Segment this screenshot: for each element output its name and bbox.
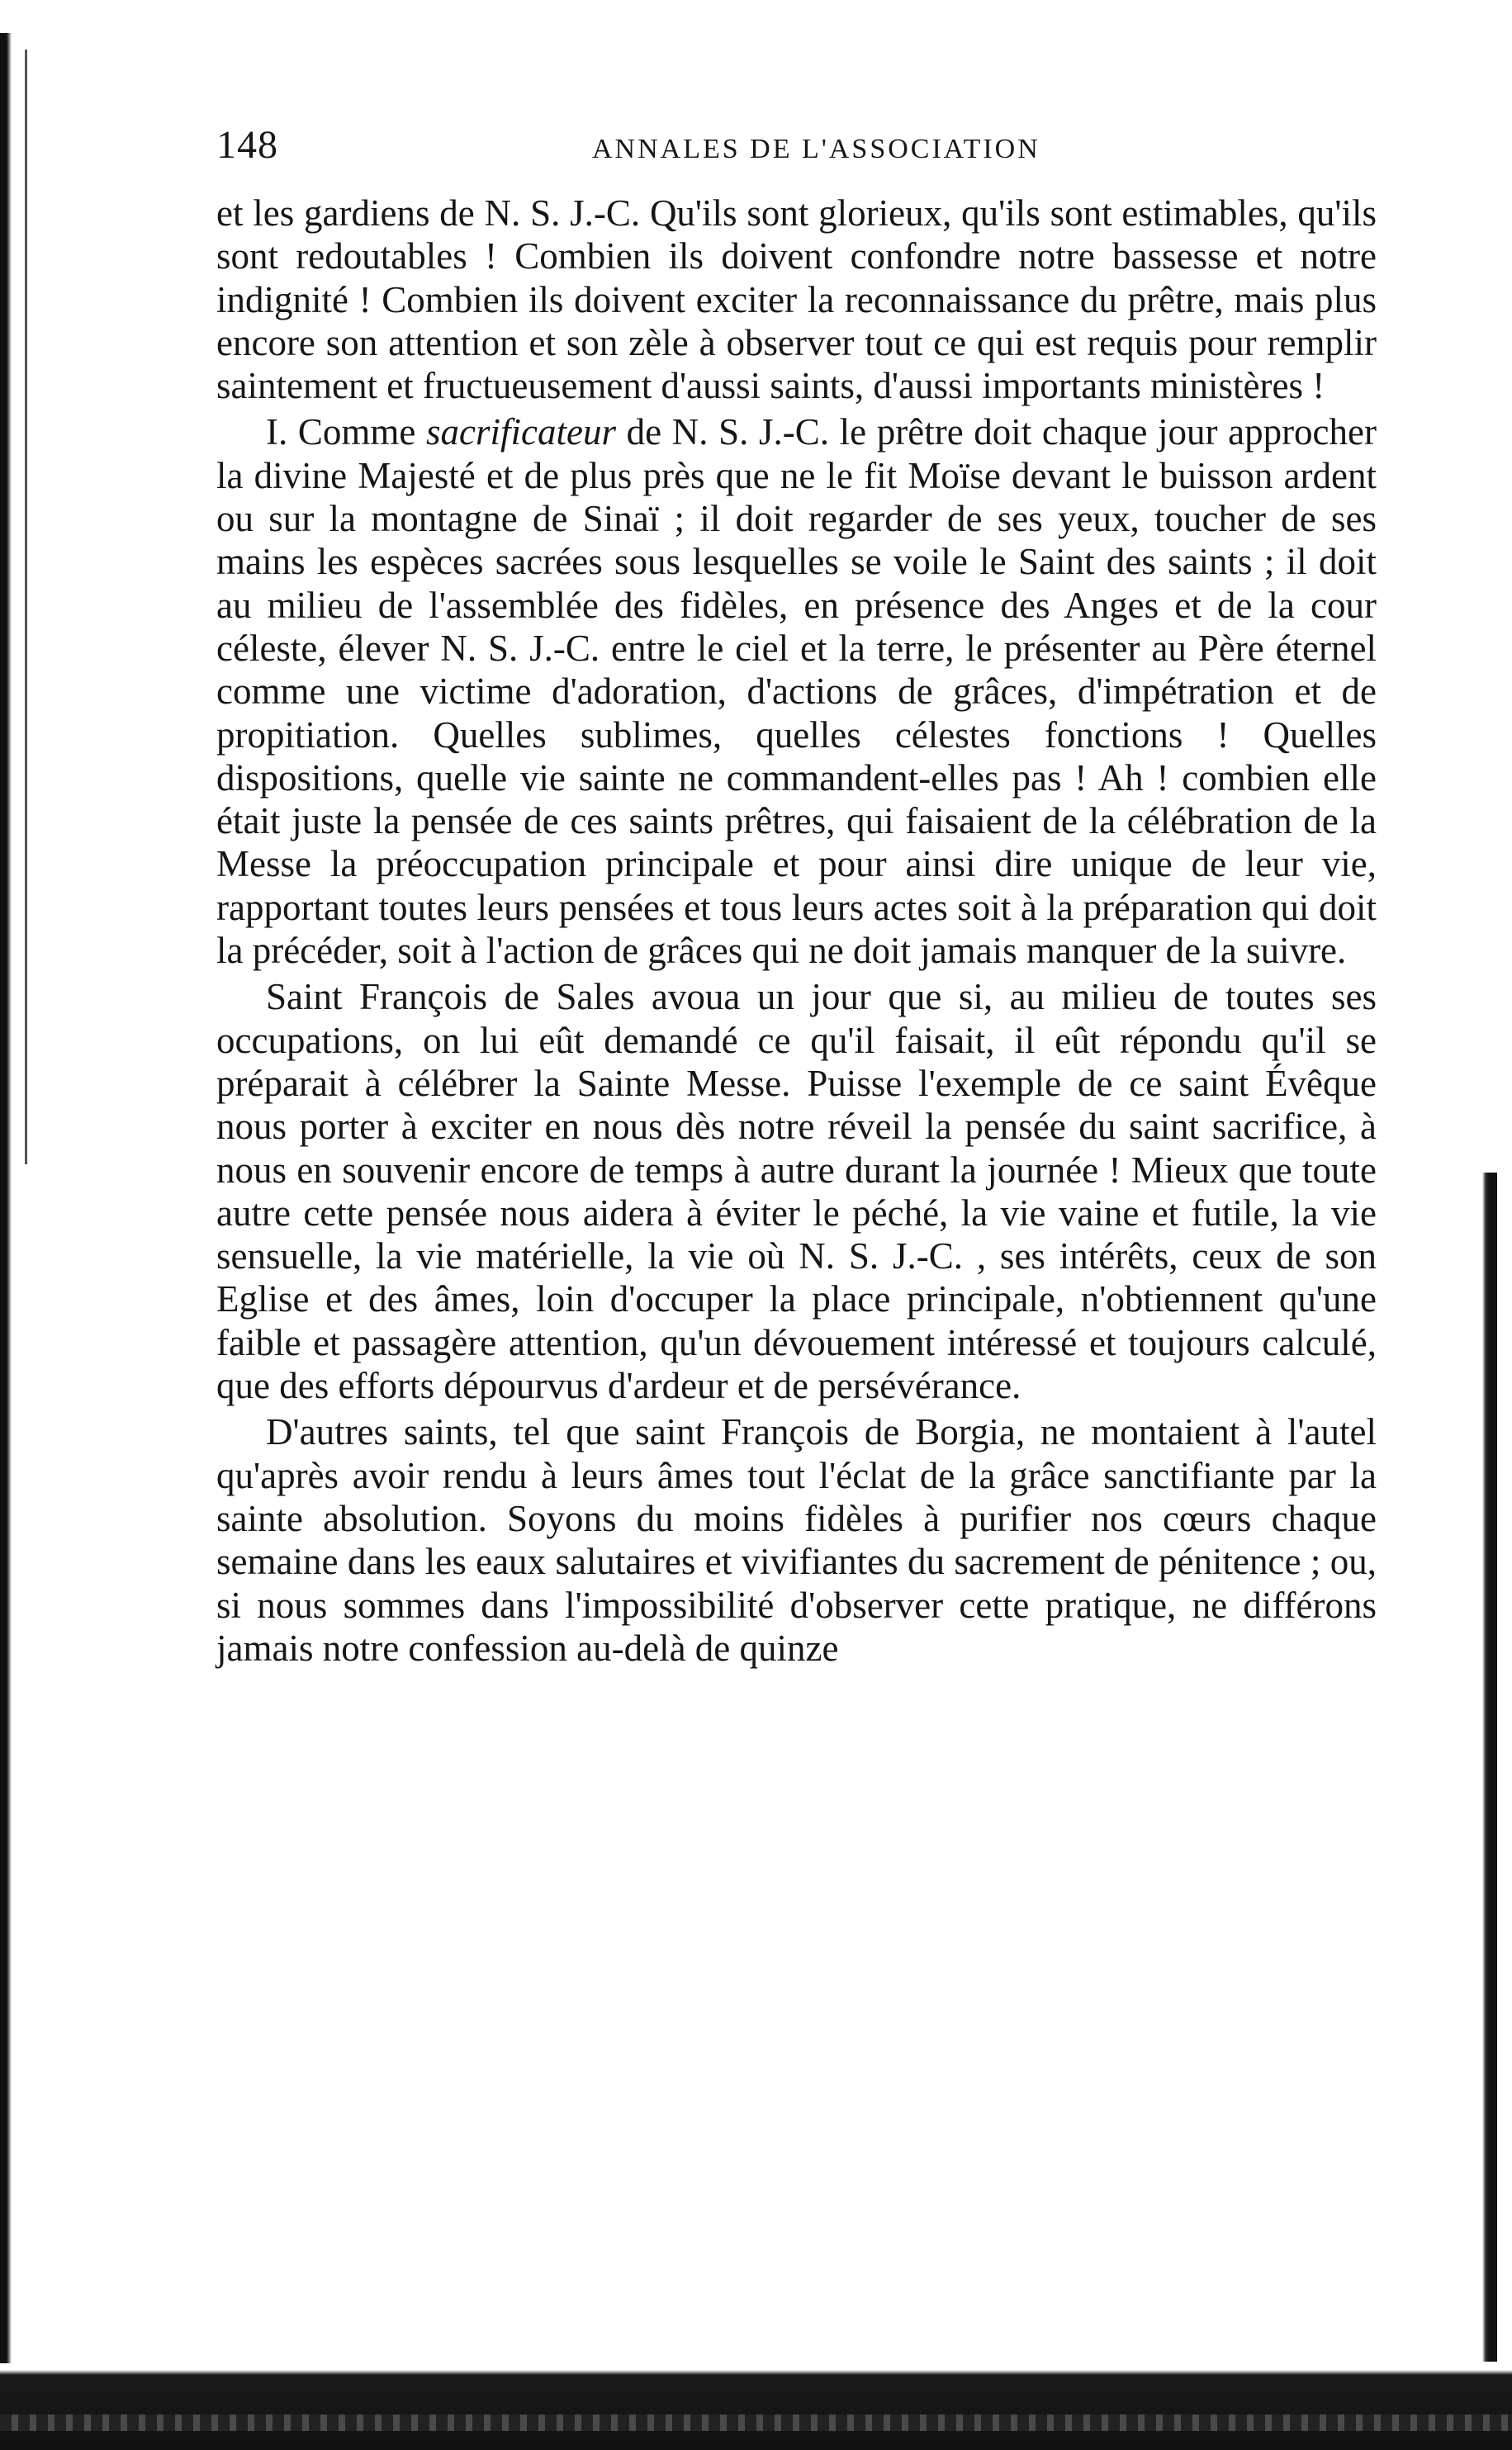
scan-strip-texture <box>0 2414 1512 2431</box>
binding-line-left <box>25 50 27 1164</box>
paragraph-lead: I. Comme <box>266 411 426 453</box>
running-head: ANNALES DE L'ASSOCIATION <box>592 134 1040 164</box>
scan-strip-bottom <box>0 2363 1512 2450</box>
paragraph-francois-de-sales: Saint François de Sales avoua un jour que si, au milieu de toutes ses occupations, on lui eût demandé ce qu'il faisait, il eût répondu qu'il se préparait à célébrer la Sainte Messe. Puisse l'exemple de ce saint Évêque nous porter à exciter en nous dès notre réveil la pensée du saint sacrifice, à nous en souvenir encore de temps à autre durant la journée ! Mieux que toute autre cette pensée nous aidera à éviter le péché, la vie vaine et futile, la vie sensuelle, la vie matérielle, la vie où N. S. J.-C. , ses intérêts, ceux de son Eglise et des âmes, loin d'occuper la place principale, n'obtiennent qu'une faible et passagère attention, qu'un dévouement intéressé et toujours calculé, que des efforts dépourvus d'ardeur et de persévérance. <box>216 976 1377 1407</box>
margin-bar-right <box>1482 1173 1497 2362</box>
page-header <box>216 122 1377 180</box>
binding-shadow-left <box>0 33 12 2428</box>
body-text <box>216 192 1377 1670</box>
paragraph-rest: de N. S. J.-C. le prêtre doit chaque jour approcher la divine Majesté et de plus près que ne le fit Moïse devant le buisson ardent ou sur la montagne de Sinaï ; il doit regarder de ses yeux, toucher de ses mains les espèces sacrées sous lesquelles se voile le Saint des saints ; il doit au milieu de l'assemblée des fidèles, en présence des Anges et de la cour céleste, élever N. S. J.-C. entre le ciel et la terre, le présenter au Père éternel comme une victime d'adoration, d'actions de grâces, d'impétration et de propitiation. Quelles sublimes, quelles célestes fonctions ! Quelles dispositions, quelle vie sainte ne commandent-elles pas ! Ah ! combien elle était juste la pensée de ces saints prêtres, qui faisaient de la célébration de la Messe la préoccupation principale et pour ainsi dire unique de leur vie, rapportant toutes leurs pensées et tous leurs actes soit à la préparation qui doit la précéder, soit à l'action de grâces qui ne doit jamais manquer de la suivre. <box>216 411 1377 972</box>
emphasis-term: sacrificateur <box>426 411 616 453</box>
paragraph-francois-de-borgia: D'autres saints, tel que saint François de Borgia, ne montaient à l'autel qu'après avoir rendu à leurs âmes tout l'éclat de la grâce sanctifiante par la sainte absolution. Soyons du moins fidèles à purifier nos cœurs chaque semaine dans les eaux salutaires et vivifiantes du sacrement de pénitence ; ou, si nous sommes dans l'impossibilité d'observer cette pratique, ne différons jamais notre confession au-delà de quinze <box>216 1411 1377 1669</box>
paragraph-sacrificateur <box>216 410 1377 972</box>
page-number: 148 <box>216 123 278 167</box>
paragraph-continued: et les gardiens de N. S. J.-C. Qu'ils sont glorieux, qu'ils sont estimables, qu'ils sont redoutables ! Combien ils doivent confondre notre bassesse et notre indignité ! Combien ils doivent exciter la reconnaissance du prêtre, mais plus encore son attention et son zèle à observer tout ce qui est requis pour remplir saintement et fructueusement d'aussi saints, d'aussi importants ministères ! <box>216 192 1377 407</box>
